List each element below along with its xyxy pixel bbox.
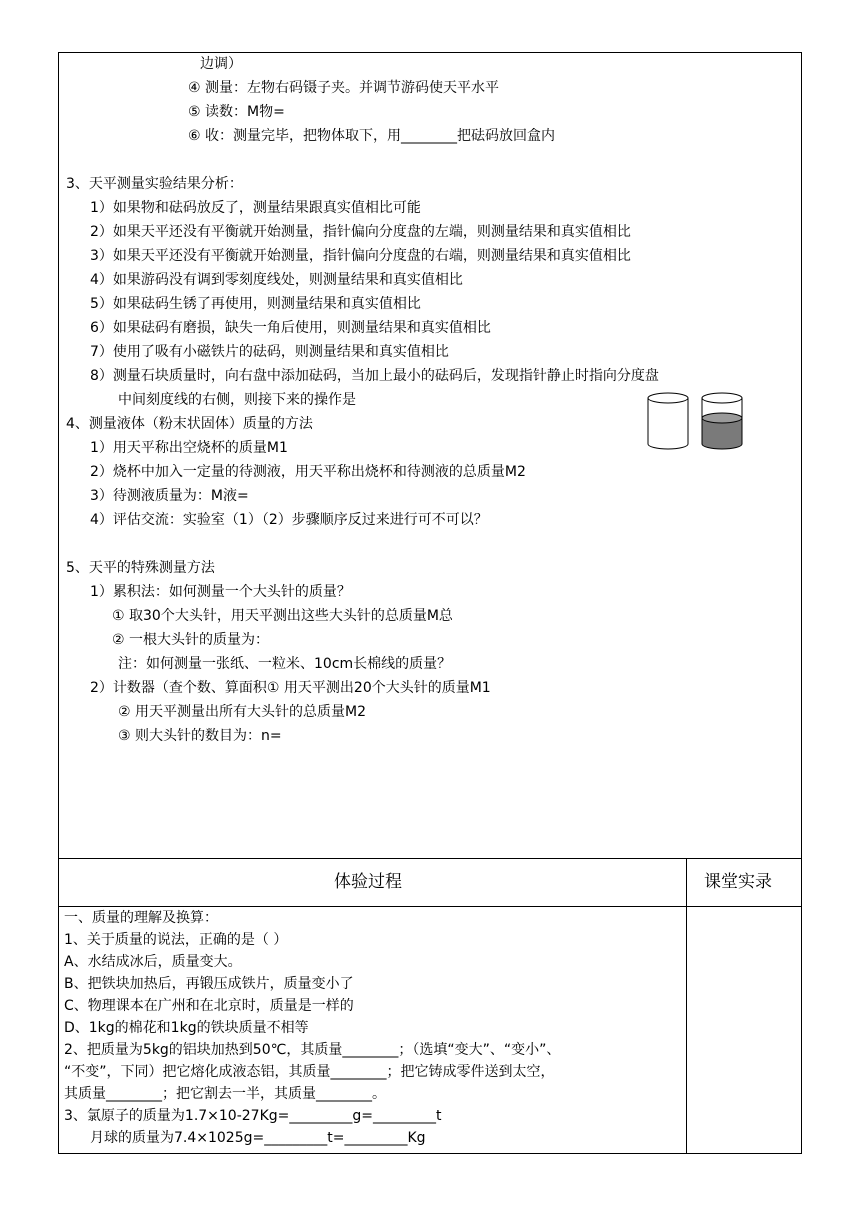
text-line: 8）测量石块质量时，向右盘中添加砝码，当加上最小的砝码后，发现指针静止时指向分度盘	[90, 368, 659, 384]
text-line: 2）烧杯中加入一定量的待测液，用天平称出烧杯和待测液的总质量M2	[90, 464, 526, 480]
option-line: A、水结成冰后，质量变大。	[64, 954, 242, 970]
question-line: “不变”，下同）把它熔化成液态铝，其质量________；把它铸成零件送到太空，	[64, 1064, 555, 1080]
text-line: 注：如何测量一张纸、一粒米、10cm长棉线的质量？	[118, 656, 452, 672]
text-line: 3）待测液质量为：M液=	[90, 488, 249, 504]
text-line: 1）累积法：如何测量一个大头针的质量？	[90, 584, 351, 600]
text-line: ④ 测量：左物右码镊子夹。并调节游码使天平水平	[188, 80, 499, 96]
question-line: 3、氯原子的质量为1.7×10-27Kg=_________g=_________t	[64, 1108, 442, 1124]
beaker-with-liquid-icon	[702, 393, 742, 449]
question-line: 1、关于质量的说法，正确的是（ ）	[64, 932, 288, 948]
beakers-figure	[646, 390, 752, 452]
question-line: 其质量________；把它割去一半，其质量________。	[64, 1086, 386, 1102]
text-line: 4）评估交流：实验室（1）（2）步骤顺序反过来进行可不可以？	[90, 512, 488, 528]
text-line: ① 取30个大头针，用天平测出这些大头针的总质量M总	[112, 608, 453, 624]
option-line: D、1kg的棉花和1kg的铁块质量不相等	[64, 1020, 309, 1036]
text-line: 2）如果天平还没有平衡就开始测量，指针偏向分度盘的左端，则测量结果和真实值相比	[90, 224, 631, 240]
text-line: ② 用天平测量出所有大头针的总质量M2	[118, 704, 366, 720]
text-line: 4）如果游码没有调到零刻度线处，则测量结果和真实值相比	[90, 272, 463, 288]
empty-beaker-icon	[648, 393, 688, 449]
column-header-record: 课堂实录	[704, 872, 772, 892]
text-line: 中间刻度线的右侧，则接下来的操作是	[118, 392, 356, 408]
text-line: 7）使用了吸有小磁铁片的砝码，则测量结果和真实值相比	[90, 344, 449, 360]
text-line: 1）用天平称出空烧杯的质量M1	[90, 440, 288, 456]
text-line: 边调）	[200, 56, 242, 72]
option-line: B、把铁块加热后，再锻压成铁片，质量变小了	[64, 976, 354, 992]
text-line: ② 一根大头针的质量为：	[112, 632, 270, 648]
text-line: 5）如果砝码生锈了再使用，则测量结果和真实值相比	[90, 296, 421, 312]
question-line: 月球的质量为7.4×1025g=_________t=_________Kg	[90, 1130, 426, 1146]
text-line: 6）如果砝码有磨损，缺失一角后使用，则测量结果和真实值相比	[90, 320, 491, 336]
text-line: 2）计数器（查个数、算面积① 用天平测出20个大头针的质量M1	[90, 680, 491, 696]
table-column-divider	[686, 858, 687, 1154]
section-heading: 一、质量的理解及换算：	[64, 910, 218, 926]
option-line: C、物理课本在广州和在北京时，质量是一样的	[64, 998, 354, 1014]
text-line: ⑤ 读数：M物=	[188, 104, 285, 120]
section-heading: 5、天平的特殊测量方法	[66, 560, 215, 576]
text-line: 3）如果天平还没有平衡就开始测量，指针偏向分度盘的右端，则测量结果和真实值相比	[90, 248, 631, 264]
text-line: ⑥ 收：测量完毕，把物体取下，用________把砝码放回盒内	[188, 128, 555, 144]
text-line: 1）如果物和砝码放反了，测量结果跟真实值相比可能	[90, 200, 421, 216]
text-line: ③ 则大头针的数目为：n=	[118, 728, 282, 744]
question-line: 2、把质量为5kg的铝块加热到50℃，其质量________；（选填“变大”、“变小”、	[64, 1042, 561, 1058]
section-heading: 3、天平测量实验结果分析：	[66, 176, 243, 192]
table-header-divider	[58, 906, 802, 907]
section-heading: 4、测量液体（粉末状固体）质量的方法	[66, 416, 313, 432]
column-header-process: 体验过程	[334, 872, 402, 892]
